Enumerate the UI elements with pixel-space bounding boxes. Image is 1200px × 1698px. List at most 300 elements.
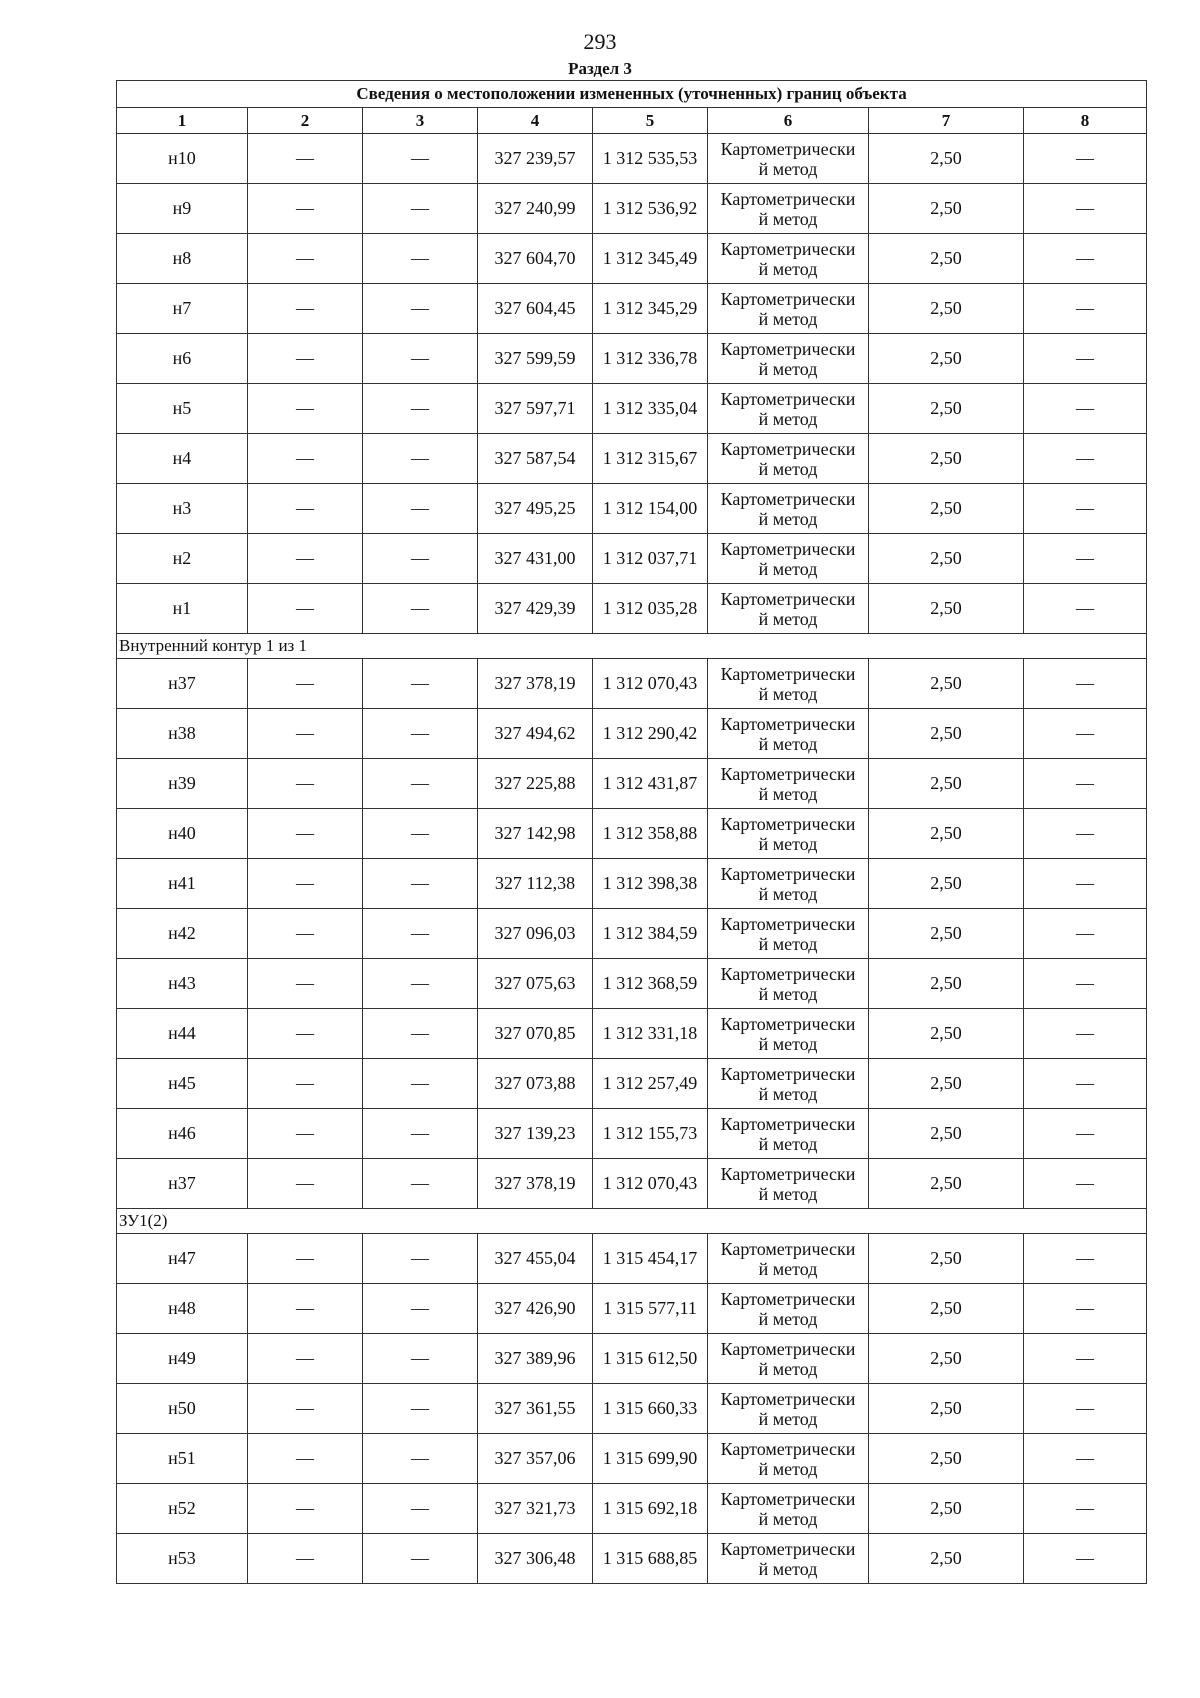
accuracy-cell: 2,50 (869, 384, 1024, 434)
y-coordinate-cell: 1 312 398,38 (593, 859, 708, 909)
method-line1: Картометрически (720, 138, 856, 159)
x-coordinate-cell: 327 096,03 (478, 909, 593, 959)
method-line1: Картометрически (720, 1338, 856, 1359)
col3-cell: — (363, 584, 478, 634)
method-line1: Картометрически (720, 713, 856, 734)
accuracy-cell: 2,50 (869, 909, 1024, 959)
table-row (117, 334, 1147, 384)
col8-cell: — (1024, 709, 1147, 759)
x-coordinate-cell: 327 357,06 (478, 1434, 593, 1484)
point-name-cell: н10 (117, 134, 248, 184)
method-line2: й метод (758, 1183, 818, 1204)
column-number-header: 6 (708, 108, 869, 134)
table-row (117, 534, 1147, 584)
x-coordinate-cell: 327 112,38 (478, 859, 593, 909)
method-cell (708, 1109, 869, 1159)
method-line2: й метод (758, 983, 818, 1004)
table-row (117, 1109, 1147, 1159)
table-row (117, 1009, 1147, 1059)
method-cell (708, 284, 869, 334)
table-row (117, 909, 1147, 959)
col2-cell: — (248, 584, 363, 634)
table-row (117, 1534, 1147, 1584)
method-line2: й метод (758, 608, 818, 629)
col2-cell: — (248, 484, 363, 534)
col2-cell: — (248, 434, 363, 484)
method-line1: Картометрически (720, 1488, 856, 1509)
y-coordinate-cell: 1 315 660,33 (593, 1384, 708, 1434)
method-cell (708, 1284, 869, 1334)
y-coordinate-cell: 1 312 368,59 (593, 959, 708, 1009)
y-coordinate-cell: 1 312 535,53 (593, 134, 708, 184)
method-line1: Картометрически (720, 1538, 856, 1559)
method-line1: Картометрически (720, 1113, 856, 1134)
point-name-cell: н48 (117, 1284, 248, 1334)
column-number-header: 1 (117, 108, 248, 134)
method-line1: Картометрически (720, 1013, 856, 1034)
x-coordinate-cell: 327 306,48 (478, 1534, 593, 1584)
col3-cell: — (363, 1534, 478, 1584)
col3-cell: — (363, 809, 478, 859)
col3-cell: — (363, 959, 478, 1009)
point-name-cell: н47 (117, 1234, 248, 1284)
col8-cell: — (1024, 334, 1147, 384)
method-cell (708, 809, 869, 859)
method-cell (708, 584, 869, 634)
col2-cell: — (248, 1159, 363, 1209)
col3-cell: — (363, 759, 478, 809)
col8-cell: — (1024, 1484, 1147, 1534)
col8-cell: — (1024, 384, 1147, 434)
contour-group-label: Внутренний контур 1 из 1 (117, 634, 1147, 659)
table-row (117, 434, 1147, 484)
col3-cell: — (363, 1009, 478, 1059)
col3-cell: — (363, 659, 478, 709)
method-line2: й метод (758, 258, 818, 279)
col8-cell: — (1024, 1334, 1147, 1384)
col8-cell: — (1024, 909, 1147, 959)
x-coordinate-cell: 327 604,70 (478, 234, 593, 284)
method-cell (708, 1009, 869, 1059)
column-number-header: 2 (248, 108, 363, 134)
method-cell (708, 959, 869, 1009)
col8-cell: — (1024, 1009, 1147, 1059)
col3-cell: — (363, 384, 478, 434)
accuracy-cell: 2,50 (869, 809, 1024, 859)
col2-cell: — (248, 1534, 363, 1584)
method-line2: й метод (758, 1258, 818, 1279)
col3-cell: — (363, 909, 478, 959)
x-coordinate-cell: 327 455,04 (478, 1234, 593, 1284)
point-name-cell: н42 (117, 909, 248, 959)
col8-cell: — (1024, 859, 1147, 909)
col2-cell: — (248, 1334, 363, 1384)
table-row (117, 234, 1147, 284)
method-line1: Картометрически (720, 763, 856, 784)
col8-cell: — (1024, 1234, 1147, 1284)
table-body (117, 134, 1147, 1584)
table-row (117, 809, 1147, 859)
col8-cell: — (1024, 1284, 1147, 1334)
method-line2: й метод (758, 683, 818, 704)
method-cell (708, 1534, 869, 1584)
point-name-cell: н39 (117, 759, 248, 809)
x-coordinate-cell: 327 597,71 (478, 384, 593, 434)
col3-cell: — (363, 234, 478, 284)
x-coordinate-cell: 327 142,98 (478, 809, 593, 859)
col8-cell: — (1024, 184, 1147, 234)
col3-cell: — (363, 1484, 478, 1534)
col2-cell: — (248, 234, 363, 284)
y-coordinate-cell: 1 312 154,00 (593, 484, 708, 534)
accuracy-cell: 2,50 (869, 484, 1024, 534)
col8-cell: — (1024, 1534, 1147, 1584)
method-line2: й метод (758, 1358, 818, 1379)
col3-cell: — (363, 484, 478, 534)
x-coordinate-cell: 327 494,62 (478, 709, 593, 759)
method-cell (708, 334, 869, 384)
method-line2: й метод (758, 783, 818, 804)
col2-cell: — (248, 1484, 363, 1534)
col2-cell: — (248, 859, 363, 909)
col2-cell: — (248, 384, 363, 434)
table-row (117, 584, 1147, 634)
accuracy-cell: 2,50 (869, 1009, 1024, 1059)
x-coordinate-cell: 327 431,00 (478, 534, 593, 584)
accuracy-cell: 2,50 (869, 859, 1024, 909)
col8-cell: — (1024, 284, 1147, 334)
col8-cell: — (1024, 134, 1147, 184)
column-number-header: 5 (593, 108, 708, 134)
point-name-cell: н37 (117, 659, 248, 709)
method-cell (708, 134, 869, 184)
method-line1: Картометрически (720, 488, 856, 509)
col3-cell: — (363, 859, 478, 909)
col8-cell: — (1024, 434, 1147, 484)
method-cell (708, 659, 869, 709)
col2-cell: — (248, 1284, 363, 1334)
method-line2: й метод (758, 1508, 818, 1529)
accuracy-cell: 2,50 (869, 1234, 1024, 1284)
col2-cell: — (248, 1434, 363, 1484)
accuracy-cell: 2,50 (869, 709, 1024, 759)
y-coordinate-cell: 1 312 257,49 (593, 1059, 708, 1109)
col3-cell: — (363, 709, 478, 759)
method-cell (708, 1434, 869, 1484)
col2-cell: — (248, 1234, 363, 1284)
y-coordinate-cell: 1 315 612,50 (593, 1334, 708, 1384)
x-coordinate-cell: 327 070,85 (478, 1009, 593, 1059)
point-name-cell: н51 (117, 1434, 248, 1484)
y-coordinate-cell: 1 312 155,73 (593, 1109, 708, 1159)
table-row (117, 1234, 1147, 1284)
method-cell (708, 709, 869, 759)
accuracy-cell: 2,50 (869, 1159, 1024, 1209)
table-row (117, 1284, 1147, 1334)
table-row (117, 384, 1147, 434)
method-line2: й метод (758, 1133, 818, 1154)
x-coordinate-cell: 327 240,99 (478, 184, 593, 234)
section-title: Раздел 3 (568, 59, 632, 78)
col2-cell: — (248, 709, 363, 759)
col8-cell: — (1024, 234, 1147, 284)
col3-cell: — (363, 1284, 478, 1334)
point-name-cell: н5 (117, 384, 248, 434)
col8-cell: — (1024, 1434, 1147, 1484)
page-number: 293 (583, 29, 617, 54)
method-line2: й метод (758, 508, 818, 529)
method-line2: й метод (758, 883, 818, 904)
method-cell (708, 1059, 869, 1109)
column-number-header: 8 (1024, 108, 1147, 134)
col8-cell: — (1024, 584, 1147, 634)
method-line1: Картометрически (720, 238, 856, 259)
y-coordinate-cell: 1 312 331,18 (593, 1009, 708, 1059)
point-name-cell: н6 (117, 334, 248, 384)
coordinates-table (116, 80, 1147, 1584)
method-line1: Картометрически (720, 1163, 856, 1184)
method-cell (708, 534, 869, 584)
col3-cell: — (363, 1159, 478, 1209)
col2-cell: — (248, 534, 363, 584)
method-line2: й метод (758, 1408, 818, 1429)
table-row (117, 1484, 1147, 1534)
col2-cell: — (248, 759, 363, 809)
y-coordinate-cell: 1 312 345,49 (593, 234, 708, 284)
method-cell (708, 234, 869, 284)
method-line2: й метод (758, 833, 818, 854)
column-number-header: 4 (478, 108, 593, 134)
col3-cell: — (363, 184, 478, 234)
y-coordinate-cell: 1 312 070,43 (593, 659, 708, 709)
method-line2: й метод (758, 1308, 818, 1329)
accuracy-cell: 2,50 (869, 434, 1024, 484)
point-name-cell: н38 (117, 709, 248, 759)
table-row (117, 484, 1147, 534)
y-coordinate-cell: 1 312 037,71 (593, 534, 708, 584)
accuracy-cell: 2,50 (869, 1059, 1024, 1109)
method-line1: Картометрически (720, 588, 856, 609)
accuracy-cell: 2,50 (869, 134, 1024, 184)
point-name-cell: н7 (117, 284, 248, 334)
col8-cell: — (1024, 1059, 1147, 1109)
accuracy-cell: 2,50 (869, 534, 1024, 584)
point-name-cell: н43 (117, 959, 248, 1009)
y-coordinate-cell: 1 315 454,17 (593, 1234, 708, 1284)
point-name-cell: н46 (117, 1109, 248, 1159)
method-line1: Картометрически (720, 1063, 856, 1084)
table-row (117, 1384, 1147, 1434)
x-coordinate-cell: 327 604,45 (478, 284, 593, 334)
table-row (117, 709, 1147, 759)
method-line1: Картометрически (720, 338, 856, 359)
method-line2: й метод (758, 358, 818, 379)
y-coordinate-cell: 1 312 431,87 (593, 759, 708, 809)
col8-cell: — (1024, 1159, 1147, 1209)
x-coordinate-cell: 327 239,57 (478, 134, 593, 184)
point-name-cell: н53 (117, 1534, 248, 1584)
contour-group-row (117, 634, 1147, 659)
x-coordinate-cell: 327 587,54 (478, 434, 593, 484)
method-line1: Картометрически (720, 1288, 856, 1309)
col8-cell: — (1024, 534, 1147, 584)
x-coordinate-cell: 327 495,25 (478, 484, 593, 534)
accuracy-cell: 2,50 (869, 759, 1024, 809)
table-row (117, 134, 1147, 184)
accuracy-cell: 2,50 (869, 1334, 1024, 1384)
method-cell (708, 434, 869, 484)
column-number-header: 7 (869, 108, 1024, 134)
col2-cell: — (248, 909, 363, 959)
column-numbers-row (117, 108, 1147, 134)
col3-cell: — (363, 534, 478, 584)
col2-cell: — (248, 1384, 363, 1434)
table-row (117, 759, 1147, 809)
x-coordinate-cell: 327 378,19 (478, 1159, 593, 1209)
method-line2: й метод (758, 408, 818, 429)
y-coordinate-cell: 1 312 290,42 (593, 709, 708, 759)
contour-group-label: ЗУ1(2) (117, 1209, 1147, 1234)
y-coordinate-cell: 1 312 035,28 (593, 584, 708, 634)
col3-cell: — (363, 1434, 478, 1484)
accuracy-cell: 2,50 (869, 584, 1024, 634)
accuracy-cell: 2,50 (869, 1534, 1024, 1584)
accuracy-cell: 2,50 (869, 284, 1024, 334)
point-name-cell: н3 (117, 484, 248, 534)
x-coordinate-cell: 327 225,88 (478, 759, 593, 809)
column-number-header: 3 (363, 108, 478, 134)
table-row (117, 1334, 1147, 1384)
accuracy-cell: 2,50 (869, 659, 1024, 709)
method-line1: Картометрически (720, 288, 856, 309)
method-line2: й метод (758, 1458, 818, 1479)
col3-cell: — (363, 1059, 478, 1109)
table-row (117, 184, 1147, 234)
method-line1: Картометрически (720, 388, 856, 409)
method-line2: й метод (758, 558, 818, 579)
accuracy-cell: 2,50 (869, 184, 1024, 234)
point-name-cell: н41 (117, 859, 248, 909)
method-line2: й метод (758, 1083, 818, 1104)
method-line2: й метод (758, 158, 818, 179)
point-name-cell: н45 (117, 1059, 248, 1109)
method-line1: Картометрически (720, 1238, 856, 1259)
table-row (117, 1059, 1147, 1109)
method-cell (708, 1334, 869, 1384)
col8-cell: — (1024, 759, 1147, 809)
point-name-cell: н44 (117, 1009, 248, 1059)
col8-cell: — (1024, 659, 1147, 709)
y-coordinate-cell: 1 315 699,90 (593, 1434, 708, 1484)
point-name-cell: н40 (117, 809, 248, 859)
x-coordinate-cell: 327 361,55 (478, 1384, 593, 1434)
method-line2: й метод (758, 1558, 818, 1579)
y-coordinate-cell: 1 312 335,04 (593, 384, 708, 434)
y-coordinate-cell: 1 315 577,11 (593, 1284, 708, 1334)
col2-cell: — (248, 1109, 363, 1159)
x-coordinate-cell: 327 378,19 (478, 659, 593, 709)
col8-cell: — (1024, 809, 1147, 859)
accuracy-cell: 2,50 (869, 1109, 1024, 1159)
method-cell (708, 1384, 869, 1434)
x-coordinate-cell: 327 599,59 (478, 334, 593, 384)
table-row (117, 284, 1147, 334)
col3-cell: — (363, 1234, 478, 1284)
x-coordinate-cell: 327 073,88 (478, 1059, 593, 1109)
col3-cell: — (363, 1384, 478, 1434)
point-name-cell: н50 (117, 1384, 248, 1434)
y-coordinate-cell: 1 312 315,67 (593, 434, 708, 484)
method-cell (708, 1484, 869, 1534)
method-line2: й метод (758, 933, 818, 954)
accuracy-cell: 2,50 (869, 234, 1024, 284)
col8-cell: — (1024, 484, 1147, 534)
y-coordinate-cell: 1 315 692,18 (593, 1484, 708, 1534)
accuracy-cell: 2,50 (869, 1484, 1024, 1534)
y-coordinate-cell: 1 312 384,59 (593, 909, 708, 959)
y-coordinate-cell: 1 312 345,29 (593, 284, 708, 334)
col3-cell: — (363, 334, 478, 384)
method-line1: Картометрически (720, 863, 856, 884)
col8-cell: — (1024, 1109, 1147, 1159)
accuracy-cell: 2,50 (869, 1284, 1024, 1334)
col8-cell: — (1024, 959, 1147, 1009)
col2-cell: — (248, 284, 363, 334)
point-name-cell: н4 (117, 434, 248, 484)
method-line1: Картометрически (720, 188, 856, 209)
y-coordinate-cell: 1 312 358,88 (593, 809, 708, 859)
method-line1: Картометрически (720, 813, 856, 834)
col2-cell: — (248, 809, 363, 859)
col2-cell: — (248, 134, 363, 184)
point-name-cell: н52 (117, 1484, 248, 1534)
col3-cell: — (363, 434, 478, 484)
contour-group-row (117, 1209, 1147, 1234)
method-line1: Картометрически (720, 1438, 856, 1459)
table-row (117, 659, 1147, 709)
x-coordinate-cell: 327 075,63 (478, 959, 593, 1009)
table-caption: Сведения о местоположении измененных (уточненных) границ объекта (117, 81, 1147, 108)
method-line2: й метод (758, 1033, 818, 1054)
accuracy-cell: 2,50 (869, 1384, 1024, 1434)
y-coordinate-cell: 1 312 336,78 (593, 334, 708, 384)
col8-cell: — (1024, 1384, 1147, 1434)
method-line1: Картометрически (720, 963, 856, 984)
y-coordinate-cell: 1 315 688,85 (593, 1534, 708, 1584)
x-coordinate-cell: 327 389,96 (478, 1334, 593, 1384)
method-line2: й метод (758, 208, 818, 229)
col2-cell: — (248, 1009, 363, 1059)
x-coordinate-cell: 327 139,23 (478, 1109, 593, 1159)
col3-cell: — (363, 1334, 478, 1384)
x-coordinate-cell: 327 429,39 (478, 584, 593, 634)
method-cell (708, 1234, 869, 1284)
point-name-cell: н2 (117, 534, 248, 584)
col2-cell: — (248, 334, 363, 384)
method-cell (708, 1159, 869, 1209)
method-cell (708, 859, 869, 909)
method-line2: й метод (758, 733, 818, 754)
method-cell (708, 384, 869, 434)
method-line2: й метод (758, 308, 818, 329)
method-line1: Картометрически (720, 1388, 856, 1409)
accuracy-cell: 2,50 (869, 1434, 1024, 1484)
x-coordinate-cell: 327 426,90 (478, 1284, 593, 1334)
y-coordinate-cell: 1 312 536,92 (593, 184, 708, 234)
col2-cell: — (248, 1059, 363, 1109)
method-line1: Картометрически (720, 913, 856, 934)
col3-cell: — (363, 134, 478, 184)
